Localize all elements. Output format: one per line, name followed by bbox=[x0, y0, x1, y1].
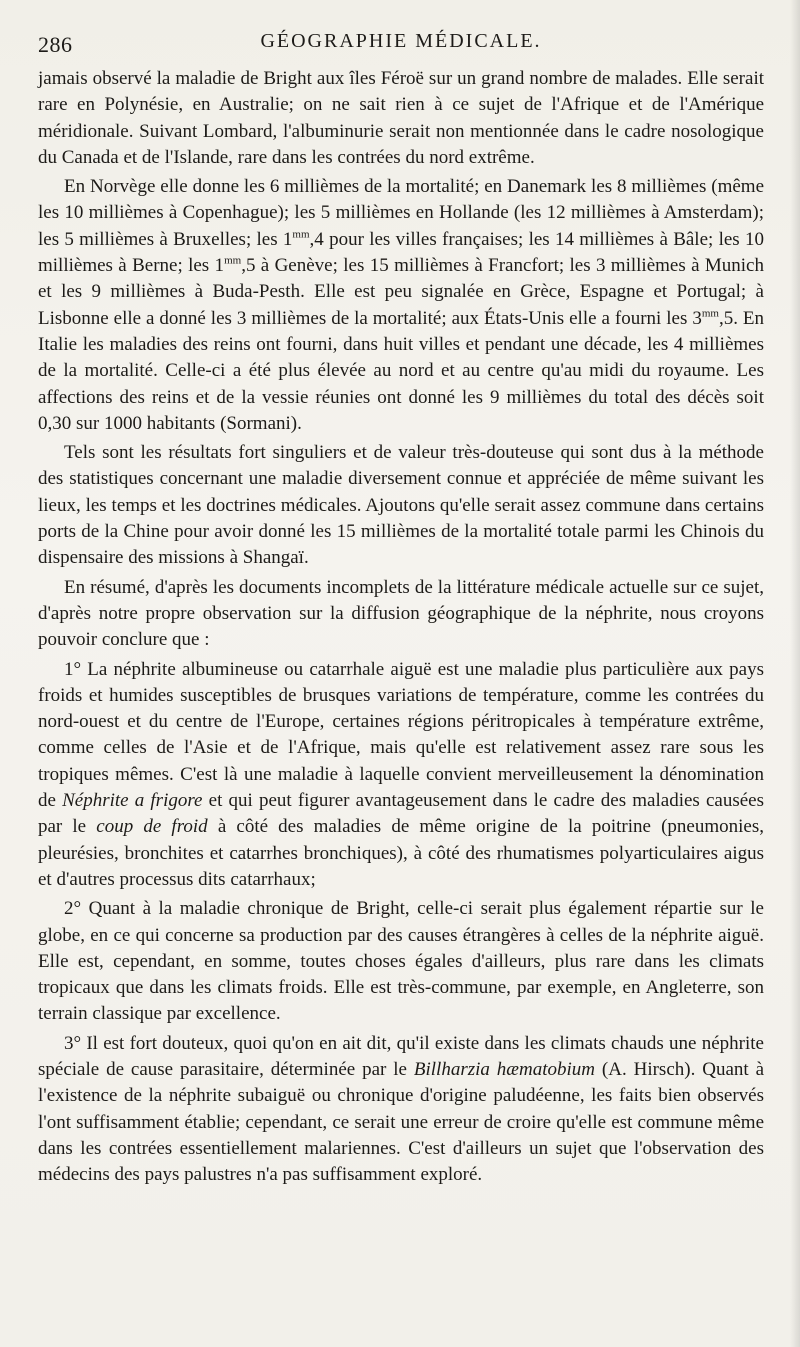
paragraph-mortality-statistics: En Norvège elle donne les 6 millièmes de la mortalité; en Danemark les 8 millièmes (même les 10 millièmes à Copenhague); les 5 millièmes en Hollande (les 12 millièmes à Amsterdam); les 5 millièmes à Bruxelles; les $1^{mm},4$ pour les villes françaises; les 14 millièmes à Bâle; les 10 millièmes à Berne; les $1^{mm},5$ à Genève; les 15 millièmes à Francfort; les 3 millièmes à Munich et les 9 millièmes à Buda-Pesth. Elle est peu signalée en Grèce, Espagne et Portugal; à Lisbonne elle a donné les 3 millièmes de la mortalité; aux États-Unis elle a fourni les $3^{mm},5$. En Italie les maladies des reins ont fourni, dans huit villes et pendant une décade, les 4 millièmes de la mortalité. Celle-ci a été plus élevée au nord et au centre qu'au midi du royaume. Les affections des reins et de la vessie réunies ont donné les 9 millièmes du total des décès soit 0,30 sur 1000 habitants (Sormani). bbox=[38, 176, 765, 434]
conclusion-1-italic-a: Néphrite a frigore bbox=[62, 790, 203, 812]
page-edge-shadow bbox=[790, 0, 800, 1347]
body-text bbox=[38, 66, 764, 1188]
running-title: GÉOGRAPHIE MÉDICALE. bbox=[260, 30, 542, 52]
paragraph-conclusion-2: 2° Quant à la maladie chronique de Bright, celle-ci serait plus également répartie sur le globe, en ce qui concerne sa production par des causes étrangères à celles de la néphrite aiguë. Elle est, cependant, en somme, toutes choses égales d'ailleurs, plus rare dans les climats tropicaux que dans les climats froids. Elle est très-commune, par exemple, en Angleterre, son terrain classique par excellence. bbox=[38, 898, 764, 1025]
paragraph-statistical-results: Tels sont les résultats fort singuliers et de valeur très-douteuse qui sont dus à la méthode des statistiques concernant une maladie diversement connue et appréciée de même suivant les lieux, les temps et les doctrines médicales. Ajoutons qu'elle serait assez commune dans certains ports de la Chine pour avoir donné les 15 millièmes de la mortalité totale parmi les Chinois du dispensaire des missions à Shangaï. bbox=[38, 442, 764, 569]
paragraph-conclusion-1 bbox=[38, 657, 764, 894]
unit-superscript: mm bbox=[224, 254, 242, 267]
conclusion-3-italic: Billharzia hæmatobium bbox=[413, 1058, 595, 1080]
unit-superscript: mm bbox=[292, 228, 310, 241]
conclusion-1-italic-b: coup de froid bbox=[96, 816, 208, 838]
paragraph-continuation: jamais observé la maladie de Bright aux îles Féroë sur un grand nombre de malades. Elle serait rare en Polynésie, en Australie; on ne sait rien à ce sujet de l'Afrique et de l'Amérique méridionale. Suivant Lombard, l'albuminurie serait non mentionnée dans le cadre nosologique du Canada et de l'Islande, rare dans les contrées du nord extrême. bbox=[38, 68, 764, 168]
unit-superscript: mm bbox=[701, 307, 719, 320]
running-head bbox=[38, 26, 764, 66]
paragraph-summary-intro: En résumé, d'après les documents incomplets de la littérature médicale actuelle sur ce sujet, d'après notre propre observation sur la diffusion géographique de la néphrite, nous croyons pouvoir conclure que : bbox=[38, 576, 764, 651]
conclusion-1-text-b: et qui peut figurer avantageusement dans le cadre des maladies causées par le bbox=[38, 790, 764, 838]
conclusion-1-text-c: à côté des maladies de même origine de la poitrine (pneumonies, pleurésies, bronchites et catarrhes bronchiques), à côté des rhumatismes polyarticulaires aigus et d'autres processus dits catarrhaux; bbox=[38, 816, 764, 890]
page-number: 286 bbox=[38, 32, 73, 57]
paragraph-conclusion-3 bbox=[38, 1031, 764, 1189]
conclusion-3-text-b: (A. Hirsch). Quant à l'existence de la néphrite subaiguë ou chronique d'origine paludéenne, les faits bien observés l'ont suffisamment établie; cependant, ce serait une erreur de croire qu'elle est commune même dans les contrées essentiellement malariennes. C'est d'ailleurs un sujet que l'observation des médecins des pays palustres n'a pas suffisamment exploré. bbox=[38, 1058, 765, 1186]
conclusion-1-text-a: 1° La néphrite albumineuse ou catarrhale aiguë est une maladie plus particulière aux pays froids et humides susceptibles de brusques variations de température, comme les contrées du nord-ouest et du centre de l'Europe, certaines régions péritropicales à température extrême, comme celles de l'Asie et de l'Afrique, mais qu'elle est relativement assez rare sous les tropiques mêmes. C'est là une maladie à laquelle convient merveilleusement la dénomination de bbox=[38, 658, 764, 812]
conclusion-3-text-a: 3° Il est fort douteux, quoi qu'on en ait dit, qu'il existe dans les climats chauds une néphrite spéciale de cause parasitaire, déterminée par le bbox=[38, 1032, 764, 1080]
